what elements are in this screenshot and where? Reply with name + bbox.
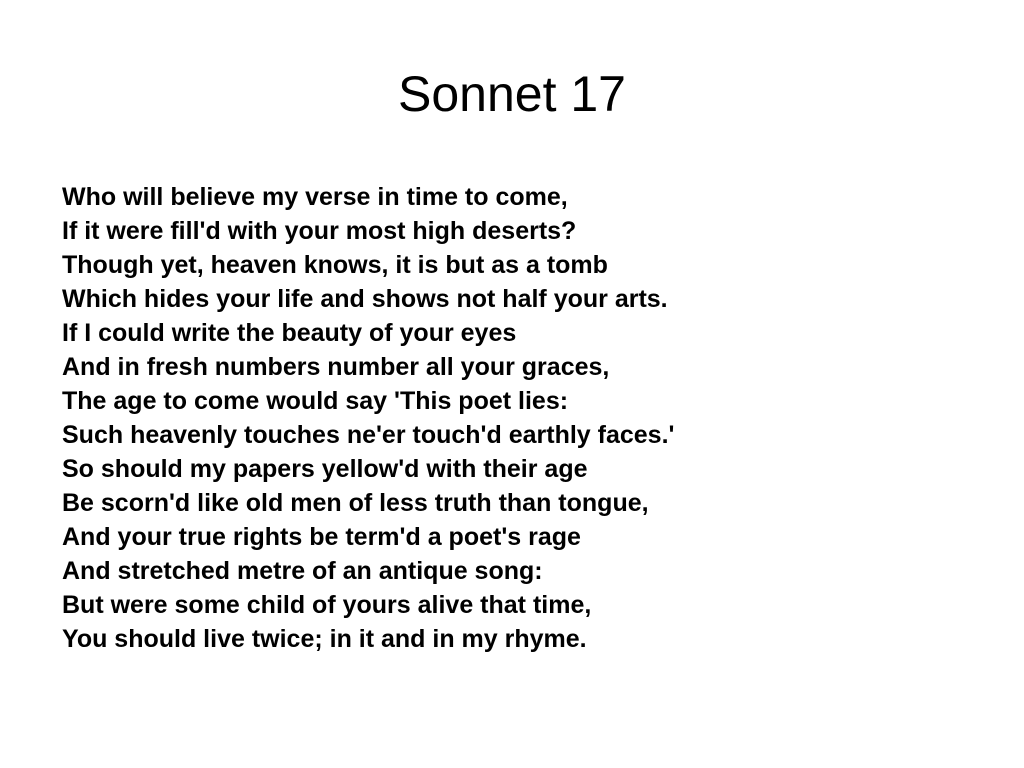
poem-line: Which hides your life and shows not half your arts. <box>62 285 668 313</box>
poem-line: Who will believe my verse in time to come, <box>62 183 568 211</box>
slide-title: Sonnet 17 <box>398 66 626 122</box>
poem-body <box>62 180 1002 656</box>
poem-line: And in fresh numbers number all your graces, <box>62 353 610 381</box>
poem-line: The age to come would say 'This poet lies: <box>62 387 569 415</box>
poem-line: You should live twice; in it and in my rhyme. <box>62 625 587 653</box>
poem-line: But were some child of yours alive that time, <box>62 591 592 619</box>
poem-line: If I could write the beauty of your eyes <box>62 319 517 347</box>
poem-line: Though yet, heaven knows, it is but as a tomb <box>62 251 608 279</box>
poem-line: So should my papers yellow'd with their age <box>62 455 588 483</box>
poem-line: And stretched metre of an antique song: <box>62 557 543 585</box>
poem-line: And your true rights be term'd a poet's rage <box>62 523 581 551</box>
poem-line: Be scorn'd like old men of less truth than tongue, <box>62 489 649 517</box>
poem-line: Such heavenly touches ne'er touch'd earthly faces.' <box>62 421 675 449</box>
poem-line: If it were fill'd with your most high deserts? <box>62 217 577 245</box>
